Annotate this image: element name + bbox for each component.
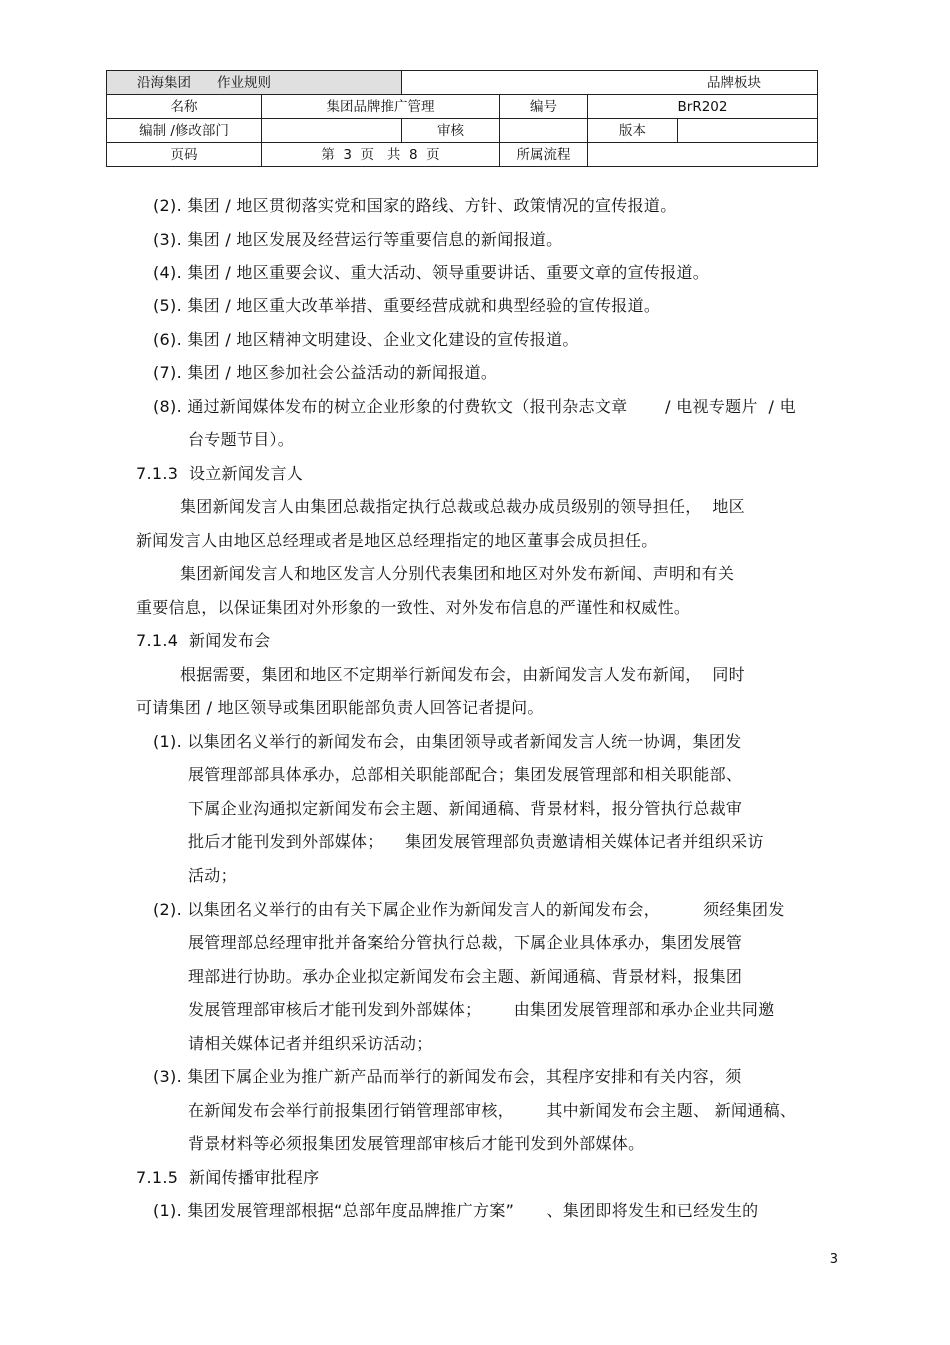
process-label: 所属流程 [500,143,588,167]
body-line: 批后才能刊发到外部媒体； 集团发展管理部负责邀请相关媒体记者并组织采访 [188,832,764,851]
page-number: 3 [829,1252,838,1267]
section-heading: 7.1.3 设立新闻发言人 [136,464,304,483]
body-line: 新闻发言人由地区总经理或者是地区总经理指定的地区董事会成员担任。 [136,531,658,550]
version-value [678,119,818,143]
body-line: (6). 集团 / 地区精神文明建设、企业文化建设的宣传报道。 [153,330,579,349]
body-line: 根据需要，集团和地区不定期举行新闻发布会，由新闻发言人发布新闻， 同时 [180,665,745,684]
body-line: (2). 以集团名义举行的由有关下属企业作为新闻发言人的新闻发布会， 须经集团发 [153,900,785,919]
review-value [500,119,588,143]
body-line: 集团新闻发言人由集团总裁指定执行总裁或总裁办成员级别的领导担任， 地区 [180,497,745,516]
body-line: 重要信息，以保证集团对外形象的一致性、对外发布信息的严谨性和权威性。 [136,598,691,617]
document-header-table [106,70,818,167]
page-value: 第 3 页 共 8 页 [262,143,500,167]
body-line: 集团新闻发言人和地区发言人分别代表集团和地区对外发布新闻、声明和有关 [180,564,735,583]
review-label: 审核 [402,119,500,143]
name-label: 名称 [107,95,262,119]
body-line: 下属企业沟通拟定新闻发布会主题、新闻通稿、背景材料，报分管执行总裁审 [188,799,743,818]
body-line: 背景材料等必须报集团发展管理部审核后才能刊发到外部媒体。 [188,1134,645,1153]
body-line: 理部进行协助。承办企业拟定新闻发布会主题、新闻通稿、背景材料，报集团 [188,967,743,986]
process-value [588,143,818,167]
body-line: 可请集团 / 地区领导或集团职能部负责人回答记者提问。 [136,698,544,717]
dept-value [262,119,402,143]
body-line: 请相关媒体记者并组织采访活动； [188,1034,433,1053]
section-name: 品牌板块 [588,71,818,95]
dept-label: 编制 /修改部门 [107,119,262,143]
body-line: (2). 集团 / 地区贯彻落实党和国家的路线、方针、政策情况的宣传报道。 [153,196,677,215]
body-line: (1). 以集团名义举行的新闻发布会，由集团领导或者新闻发言人统一协调，集团发 [153,732,742,751]
body-line: 展管理部总经理审批并备案给分管执行总裁，下属企业具体承办，集团发展管 [188,933,743,952]
body-line: (7). 集团 / 地区参加社会公益活动的新闻报道。 [153,363,498,382]
version-label: 版本 [588,119,678,143]
body-line: 台专题节目）。 [188,430,295,449]
body-line: 发展管理部审核后才能刊发到外部媒体； 由集团发展管理部和承办企业共同邀 [188,1000,775,1019]
company-name: 沿海集团 [137,74,191,91]
body-line: 活动； [188,866,237,885]
name-value: 集团品牌推广管理 [262,95,500,119]
body-line: (3). 集团 / 地区发展及经营运行等重要信息的新闻报道。 [153,230,563,249]
body-line: (4). 集团 / 地区重要会议、重大活动、领导重要讲话、重要文章的宣传报道。 [153,263,710,282]
body-line: (8). 通过新闻媒体发布的树立企业形象的付费软文（报刊杂志文章 / 电视专题片 / 电 [153,397,796,416]
page-label: 页码 [107,143,262,167]
header-company-cell [107,71,402,95]
code-value: BrR202 [588,95,818,119]
body-line: (3). 集团下属企业为推广新产品而举行的新闻发布会，其程序安排和有关内容，须 [153,1067,742,1086]
body-line: 在新闻发布会举行前报集团行销管理部审核， 其中新闻发布会主题、 新闻通稿、 [188,1101,797,1120]
body-line: (5). 集团 / 地区重大改革举措、重要经营成就和典型经验的宣传报道。 [153,296,661,315]
header-blank-cell [402,71,588,95]
section-heading: 7.1.5 新闻传播审批程序 [136,1168,320,1187]
doc-type: 作业规则 [217,74,271,91]
body-line: (1). 集团发展管理部根据“总部年度品牌推广方案” 、集团即将发生和已经发生的 [153,1201,759,1220]
section-heading: 7.1.4 新闻发布会 [136,631,271,650]
body-line: 展管理部部具体承办，总部相关职能部配合；集团发展管理部和相关职能部、 [188,765,743,784]
code-label: 编号 [500,95,588,119]
